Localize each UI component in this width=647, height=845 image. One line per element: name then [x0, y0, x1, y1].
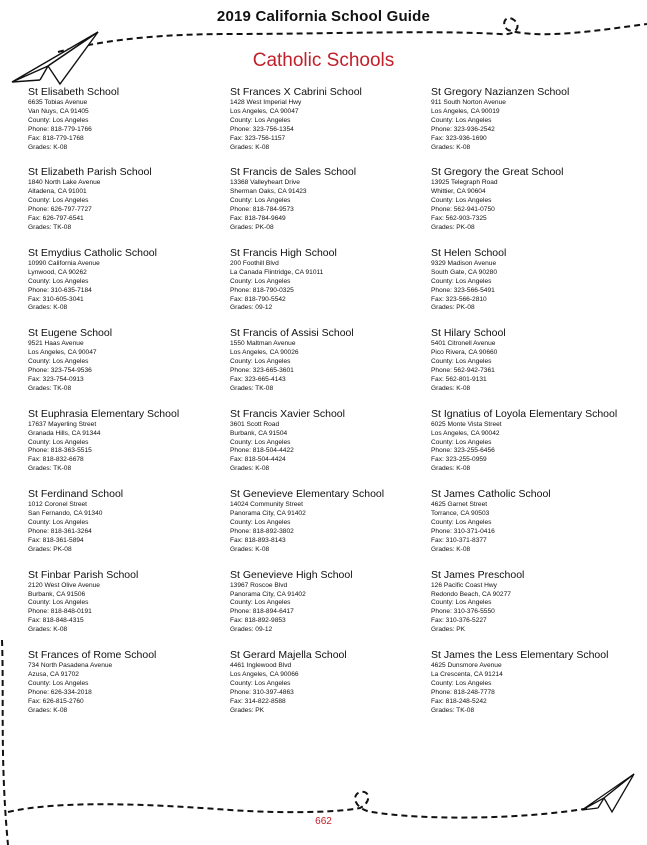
school-entry [28, 408, 228, 474]
school-fax: Fax: 818-784-9649 [230, 215, 286, 223]
school-grades: Grades: TK-08 [28, 223, 72, 231]
school-grades: Grades: PK [230, 706, 265, 714]
school-city: Los Angeles, CA 90066 [230, 670, 299, 678]
school-phone: Phone: 818-248-7778 [431, 688, 495, 696]
page-header-title: 2019 California School Guide [216, 8, 431, 25]
school-address: 734 North Pasadena Avenue [28, 662, 113, 670]
school-grades: Grades: TK-08 [431, 706, 475, 714]
school-address: 9329 Madison Avenue [431, 259, 497, 267]
school-county: County: Los Angeles [431, 679, 492, 687]
school-name: St Elisabeth School [28, 86, 120, 98]
school-name: St Francis de Sales School [230, 166, 357, 179]
school-phone: Phone: 562-942-7361 [431, 367, 495, 375]
school-fax: Fax: 323-566-2810 [431, 295, 487, 303]
school-phone: Phone: 818-363-5515 [28, 447, 92, 455]
school-name: St James Catholic School [431, 488, 551, 501]
school-address: 3601 Scott Road [230, 420, 280, 428]
school-phone: Phone: 818-892-3802 [230, 527, 294, 535]
school-city: Pico Rivera, CA 90660 [431, 349, 498, 357]
school-phone: Phone: 562-941-0750 [431, 206, 495, 214]
school-city: Altadena, CA 91001 [28, 188, 87, 196]
school-name: St Ignatius of Loyola Elementary School [431, 407, 618, 420]
school-grades: Grades: K-08 [431, 143, 471, 151]
school-name: St Frances X Cabrini School [230, 86, 362, 98]
school-address: 4461 Inglewood Blvd [230, 662, 292, 670]
school-county: County: Los Angeles [431, 519, 492, 526]
school-entry [431, 569, 631, 635]
school-name: St Gerard Majella School [230, 649, 347, 662]
school-name: St Finbar Parish School [28, 568, 139, 581]
school-address: 1550 Maltman Avenue [230, 340, 296, 348]
school-city: Los Angeles, CA 90042 [431, 429, 500, 437]
school-fax: Fax: 818-832-6678 [28, 456, 84, 464]
school-city: San Fernando, CA 91340 [28, 510, 103, 518]
school-county: County: Los Angeles [28, 116, 89, 124]
school-name: St Elizabeth Parish School [28, 166, 152, 179]
school-address: 10990 California Avenue [28, 259, 100, 267]
school-grades: Grades: K-08 [230, 465, 270, 473]
school-county: County: Los Angeles [431, 358, 492, 366]
school-county: County: Los Angeles [230, 197, 291, 205]
school-phone: Phone: 818-784-9573 [230, 206, 294, 214]
school-name: St Francis High School [230, 246, 337, 259]
school-grades: Grades: TK-08 [28, 384, 72, 392]
school-entry [431, 488, 631, 554]
school-city: Lynwood, CA 90262 [28, 268, 87, 276]
school-county: County: Los Angeles [230, 277, 291, 285]
school-grades: Grades: 09-12 [230, 304, 273, 312]
school-grades: Grades: TK-08 [230, 384, 274, 392]
school-grades: Grades: K-08 [28, 706, 68, 714]
school-name: St Euphrasia Elementary School [28, 407, 180, 420]
school-name: St Francis Xavier School [230, 407, 345, 420]
school-address: 2120 West Olive Avenue [28, 581, 100, 589]
left-dashed-path [2, 640, 8, 845]
school-fax: Fax: 562-903-7325 [431, 215, 487, 223]
school-entry [28, 86, 228, 152]
school-grades: Grades: K-08 [28, 143, 68, 151]
school-phone: Phone: 818-790-0325 [230, 286, 294, 294]
paper-airplane-icon [580, 770, 638, 814]
school-address: 126 Pacific Coast Hwy [431, 581, 497, 589]
school-phone: Phone: 323-756-1354 [230, 125, 294, 133]
school-address: 13967 Roscoe Blvd [230, 581, 288, 589]
school-fax: Fax: 310-605-3041 [28, 295, 84, 303]
school-entry [230, 408, 430, 474]
school-county: County: Los Angeles [431, 277, 492, 285]
school-county: County: Los Angeles [431, 438, 492, 446]
school-city: Torrance, CA 90503 [431, 510, 490, 518]
school-city: Panorama City, CA 91402 [230, 590, 306, 598]
school-city: Los Angeles, CA 90047 [230, 107, 299, 115]
school-city: La Crescenta, CA 91214 [431, 670, 503, 678]
school-grades: Grades: PK-08 [431, 304, 475, 312]
school-fax: Fax: 818-893-8143 [230, 536, 286, 544]
school-address: 17637 Mayerling Street [28, 420, 97, 428]
school-county: County: Los Angeles [28, 277, 89, 285]
school-phone: Phone: 818-894-6417 [230, 608, 294, 616]
school-name: St Genevieve Elementary School [230, 488, 385, 501]
school-address: 6635 Tobias Avenue [28, 99, 88, 106]
school-address: 5401 Citronell Avenue [431, 340, 496, 348]
school-city: Granada Hills, CA 91344 [28, 429, 101, 437]
school-grades: Grades: 09-12 [230, 626, 273, 634]
school-column-1 [28, 86, 228, 730]
school-city: Los Angeles, CA 90019 [431, 107, 500, 115]
school-name: St Francis of Assisi School [230, 327, 354, 340]
school-county: County: Los Angeles [230, 358, 291, 366]
school-name: St Genevieve High School [230, 568, 353, 581]
school-fax: Fax: 323-756-1157 [230, 134, 286, 142]
school-phone: Phone: 818-361-3264 [28, 527, 92, 535]
school-entry [431, 247, 631, 313]
school-fax: Fax: 323-255-0959 [431, 456, 487, 464]
school-county: County: Los Angeles [28, 197, 89, 205]
school-entry [230, 327, 430, 393]
school-city: Los Angeles, CA 90026 [230, 349, 299, 357]
school-city: Redondo Beach, CA 90277 [431, 590, 511, 598]
school-phone: Phone: 310-376-5550 [431, 608, 495, 616]
school-name: St Eugene School [28, 327, 113, 340]
school-city: Sherman Oaks, CA 91423 [230, 188, 307, 196]
school-entry [431, 86, 631, 152]
school-fax: Fax: 818-848-4315 [28, 617, 84, 625]
school-name: St Gregory the Great School [431, 166, 564, 179]
school-grades: Grades: K-08 [28, 626, 68, 634]
school-phone: Phone: 310-397-4863 [230, 688, 294, 696]
school-county: County: Los Angeles [431, 599, 492, 607]
school-fax: Fax: 323-936-1690 [431, 134, 487, 142]
school-entry [28, 649, 228, 715]
school-entry [230, 247, 430, 313]
school-address: 6025 Monte Vista Street [431, 420, 502, 428]
school-fax: Fax: 626-815-2760 [28, 697, 84, 705]
school-entry [28, 569, 228, 635]
school-entry [230, 488, 430, 554]
school-grades: Grades: K-08 [230, 545, 270, 553]
page-number: 662 [315, 816, 332, 827]
school-fax: Fax: 310-376-5227 [431, 617, 487, 625]
school-address: 911 South Norton Avenue [431, 99, 506, 106]
school-entry [431, 166, 631, 232]
bottom-dashed-path [8, 792, 590, 818]
school-address: 13925 Telegraph Road [431, 179, 498, 187]
school-county: County: Los Angeles [230, 116, 291, 124]
school-city: Burbank, CA 91504 [230, 429, 288, 437]
school-fax: Fax: 314-822-8588 [230, 697, 286, 705]
school-city: Panorama City, CA 91402 [230, 510, 306, 518]
school-column-2 [230, 86, 430, 730]
school-grades: Grades: PK-08 [431, 223, 475, 231]
school-name: St James the Less Elementary School [431, 649, 609, 662]
school-grades: Grades: PK-08 [230, 223, 274, 231]
school-address: 13368 Valleyheart Drive [230, 179, 300, 187]
school-name: St Hilary School [431, 327, 506, 340]
school-address: 1428 West Imperial Hwy [230, 99, 302, 106]
school-phone: Phone: 626-797-7727 [28, 206, 92, 214]
school-county: County: Los Angeles [230, 599, 291, 607]
school-county: County: Los Angeles [28, 679, 89, 687]
school-entry [28, 488, 228, 554]
school-entry [230, 86, 430, 152]
school-phone: Phone: 818-504-4422 [230, 447, 294, 455]
school-address: 1012 Coronel Street [28, 501, 88, 509]
school-grades: Grades: K-08 [431, 384, 471, 392]
school-fax: Fax: 818-248-5242 [431, 697, 487, 705]
school-phone: Phone: 310-635-7184 [28, 286, 92, 294]
school-address: 4625 Garnet Street [431, 501, 488, 509]
school-city: Los Angeles, CA 90047 [28, 349, 97, 357]
school-entry [230, 166, 430, 232]
school-grades: Grades: PK [431, 626, 466, 634]
school-grades: Grades: K-08 [230, 143, 270, 151]
school-county: County: Los Angeles [230, 438, 291, 446]
school-fax: Fax: 323-754-0913 [28, 375, 84, 383]
school-address: 4625 Dunsmore Avenue [431, 662, 502, 670]
school-fax: Fax: 818-892-9853 [230, 617, 286, 625]
school-phone: Phone: 323-936-2542 [431, 125, 495, 133]
school-entry [431, 327, 631, 393]
school-name: St James Preschool [431, 568, 525, 581]
school-county: County: Los Angeles [28, 599, 89, 607]
school-entry [28, 247, 228, 313]
school-phone: Phone: 310-371-0416 [431, 527, 495, 535]
school-entry [230, 649, 430, 715]
school-county: County: Los Angeles [28, 519, 89, 526]
school-address: 14024 Community Street [230, 501, 303, 509]
school-phone: Phone: 818-848-0191 [28, 608, 92, 616]
school-county: County: Los Angeles [431, 197, 492, 205]
school-county: County: Los Angeles [431, 116, 492, 124]
school-fax: Fax: 562-801-9131 [431, 375, 487, 383]
school-grades: Grades: K-08 [28, 304, 68, 312]
section-title: Catholic Schools [252, 50, 395, 71]
school-city: La Canada Flintridge, CA 91011 [230, 268, 324, 276]
school-fax: Fax: 818-504-4424 [230, 456, 286, 464]
school-entry [28, 327, 228, 393]
school-phone: Phone: 323-665-3601 [230, 367, 294, 375]
school-county: County: Los Angeles [28, 438, 89, 446]
school-phone: Phone: 323-255-6456 [431, 447, 495, 455]
school-phone: Phone: 626-334-2018 [28, 688, 92, 696]
school-grades: Grades: PK-08 [28, 545, 72, 553]
school-city: Whittier, CA 90604 [431, 188, 486, 196]
school-column-3 [431, 86, 631, 730]
school-name: St Frances of Rome School [28, 649, 157, 662]
school-address: 1840 North Lake Avenue [28, 179, 101, 187]
school-county: County: Los Angeles [28, 358, 89, 366]
school-fax: Fax: 818-361-5894 [28, 536, 84, 544]
school-name: St Gregory Nazianzen School [431, 86, 570, 98]
school-name: St Emydius Catholic School [28, 246, 157, 259]
school-city: Azusa, CA 91702 [28, 670, 79, 678]
school-entry [230, 569, 430, 635]
school-grades: Grades: K-08 [431, 465, 471, 473]
school-city: South Gate, CA 90280 [431, 268, 497, 276]
school-fax: Fax: 323-665-4143 [230, 375, 286, 383]
school-fax: Fax: 818-779-1768 [28, 134, 84, 142]
school-fax: Fax: 310-371-8377 [431, 536, 487, 544]
school-fax: Fax: 626-797-6541 [28, 215, 84, 223]
school-fax: Fax: 818-790-5542 [230, 295, 286, 303]
school-name: St Helen School [431, 246, 507, 259]
school-county: County: Los Angeles [230, 519, 291, 526]
school-phone: Phone: 323-754-9536 [28, 367, 92, 375]
school-entry [431, 408, 631, 474]
school-grades: Grades: TK-08 [28, 465, 72, 473]
school-city: Burbank, CA 91506 [28, 590, 86, 598]
school-name: St Ferdinand School [28, 488, 124, 501]
school-address: 200 Foothill Blvd [230, 259, 279, 267]
school-phone: Phone: 818-779-1766 [28, 125, 92, 133]
school-city: Van Nuys, CA 91405 [28, 107, 89, 115]
school-grades: Grades: K-08 [431, 545, 471, 553]
school-entry [28, 166, 228, 232]
school-county: County: Los Angeles [230, 679, 291, 687]
school-address: 9521 Haas Avenue [28, 340, 84, 348]
school-entry [431, 649, 631, 715]
school-phone: Phone: 323-566-5491 [431, 286, 495, 294]
